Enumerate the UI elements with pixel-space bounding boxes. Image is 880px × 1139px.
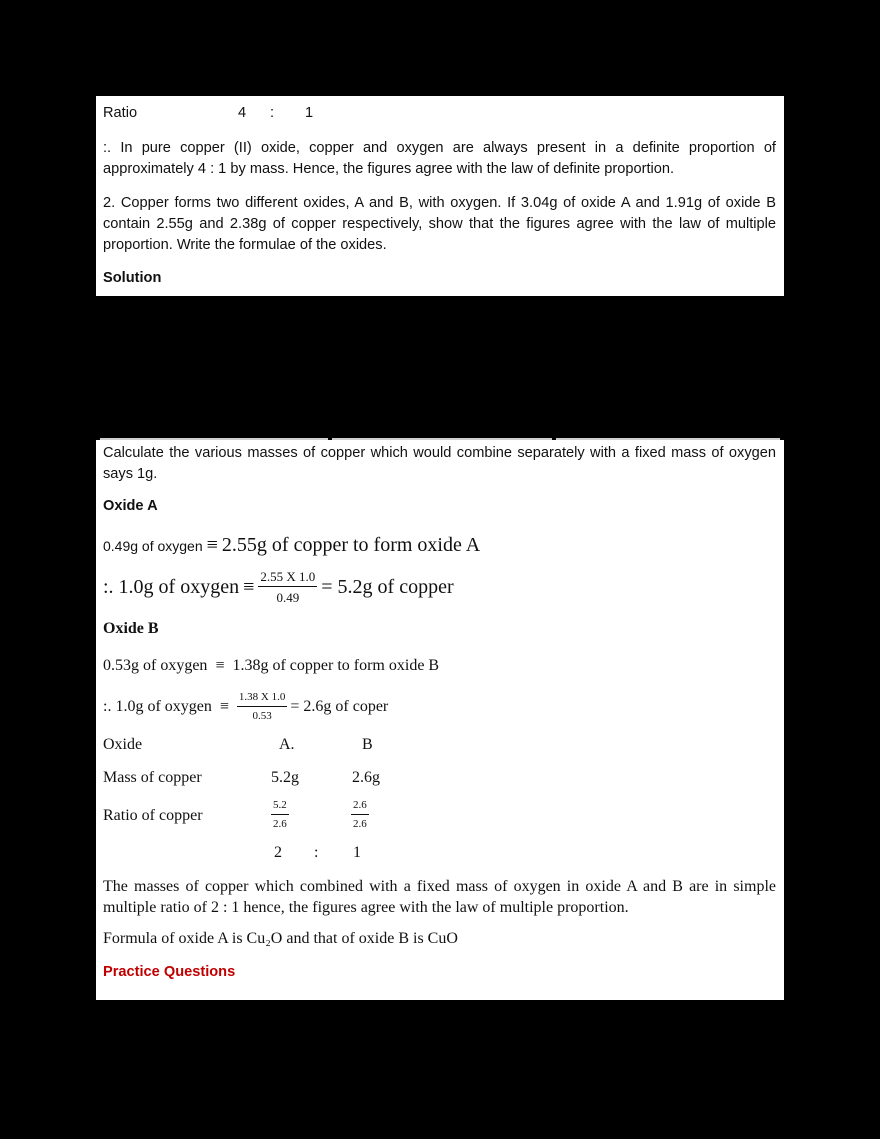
final-ratio-sep: : [314, 844, 319, 861]
fraction-numerator: 2.55 X 1.0 [258, 570, 317, 587]
formula-line: Formula of oxide A is Cu₂O and that of oxide B is CuO [103, 930, 458, 947]
ratio-left: 4 [238, 105, 247, 121]
fraction-numerator: 2.6 [351, 800, 369, 815]
oxide-a-line-2 [103, 564, 454, 610]
equiv-symbol: ≡ [215, 657, 225, 674]
redacted-table [96, 296, 784, 440]
oxide-a-fraction [258, 570, 317, 604]
oxide-b-result: = 2.6g of coper [290, 698, 389, 715]
summary-mass-label: Mass of copper [103, 769, 202, 786]
oxide-a-result: = 5.2g of copper [321, 575, 454, 598]
summary-oxide-b: B [362, 736, 373, 753]
fraction-denominator: 2.6 [353, 818, 367, 830]
summary-mass-b: 2.6g [352, 769, 380, 786]
final-ratio-left: 2 [274, 844, 282, 861]
oxide-b-line-1 [103, 657, 439, 675]
calculate-paragraph: Calculate the various masses of copper which would combine separately with a fixed mass of oxygen says 1g. [103, 445, 776, 482]
summary-ratio-b-fraction [351, 800, 369, 830]
multiple-proportion-conclusion: The masses of copper which combined with a fixed mass of oxygen in oxide A and B are in simple multiple ratio of 2 : 1 hence, the figures agree with the law of multiple proportion. [103, 878, 776, 916]
summary-oxide-a: A. [279, 736, 295, 753]
ratio-right: 1 [305, 105, 314, 121]
question-2: 2. Copper forms two different oxides, A and B, with oxygen. If 3.04g of oxide A and 1.91g of oxide B contain 2.55g and 2.38g of copper respectively, show that the figures agree with the law of multiple proportion. Write the formulae of the oxides. [103, 195, 776, 253]
oxide-b-oxygen-mass: 0.53g of oxygen [103, 657, 208, 674]
oxide-a-copper-mass: 2.55g of copper to form oxide A [221, 534, 481, 556]
document-page [96, 96, 784, 1000]
practice-questions-heading: Practice Questions [103, 964, 236, 980]
summary-ratio-label: Ratio of copper [103, 807, 203, 824]
fraction-numerator: 1.38 X 1.0 [237, 692, 287, 707]
oxide-a-per-gram: :. 1.0g of oxygen [103, 575, 240, 598]
table-border [556, 438, 780, 440]
oxide-b-per-gram: :. 1.0g of oxygen [103, 698, 212, 715]
oxide-a-line-1 [103, 532, 480, 560]
final-ratio-right: 1 [353, 844, 361, 861]
fraction-numerator: 5.2 [271, 800, 289, 815]
summary-oxide-label: Oxide [103, 736, 143, 753]
table-border [100, 438, 328, 440]
oxide-a-oxygen-mass: 0.49g of oxygen [103, 538, 203, 554]
fraction-denominator: 2.6 [273, 818, 287, 830]
solution-heading: Solution [103, 270, 162, 286]
summary-mass-a: 5.2g [271, 769, 299, 786]
summary-ratio-a-fraction [271, 800, 289, 830]
definite-proportion-conclusion: :. In pure copper (II) oxide, copper and oxygen are always present in a definite proportion of approximately 4 : 1 by mass. Hence, the figures agree with the law of definite proportion. [103, 140, 776, 177]
equiv-symbol: ≡ [206, 534, 218, 556]
fraction-denominator: 0.49 [276, 590, 300, 605]
fraction-denominator: 0.53 [252, 710, 272, 722]
ratio-label: Ratio [103, 105, 138, 121]
equiv-symbol: ≡ [243, 575, 255, 598]
equiv-symbol: ≡ [219, 698, 229, 715]
ratio-sep: : [270, 105, 275, 121]
oxide-b-copper-mass: 1.38g of copper to form oxide B [232, 657, 440, 674]
oxide-b-heading: Oxide B [103, 620, 159, 637]
table-border [332, 438, 552, 440]
oxide-a-heading: Oxide A [103, 498, 158, 514]
oxide-b-line-2 [103, 688, 388, 726]
oxide-b-fraction [237, 692, 287, 722]
